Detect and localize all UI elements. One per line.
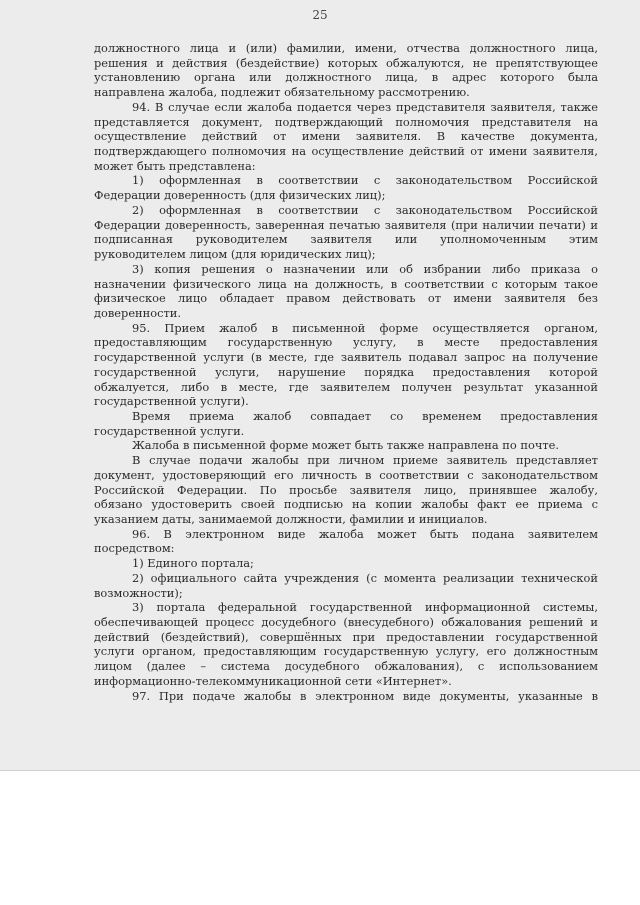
text-line: подтверждающего полномочия на осуществление действий от имени заявителя, <box>94 144 598 159</box>
text-line: физическое лицо обладает правом действовать от имени заявителя без <box>94 291 598 306</box>
text-line: государственной услуги). <box>94 394 249 409</box>
text-line: 1) оформленная в соответствии с законодательством Российской <box>132 173 598 188</box>
text-line: Федерации доверенность, заверенная печатью заявителя (при наличии печати) и <box>94 217 598 232</box>
text-line: государственной услуги (в месте, где заявитель подавал запрос на получение <box>94 350 598 365</box>
text-line: 94. В случае если жалоба подается через представителя заявителя, также <box>132 99 598 114</box>
text-line: должностного лица и (или) фамилии, имени, отчества должностного лица, <box>94 41 598 55</box>
text-line: информационно-телекоммуникационной сети «Интернет». <box>94 673 452 688</box>
text-line: осуществление действий от имени заявителя. В качестве документа, <box>94 129 598 144</box>
text-line: Время приема жалоб совпадает со временем предоставления <box>132 408 598 423</box>
text-line: В случае подачи жалобы при личном приеме заявитель представляет <box>132 453 598 468</box>
text-line: Жалоба в письменной форме может быть также направлена по почте. <box>132 438 560 453</box>
text-line: указанием даты, занимаемой должности, фамилии и инициалов. <box>94 512 488 526</box>
text-line: 3) копия решения о назначении или об избрании либо приказа о <box>132 261 598 276</box>
page-number: 25 <box>312 8 328 22</box>
text-line: обязано удостоверить своей подписью на копии жалобы факт ее приема с <box>94 497 598 512</box>
text-line: документ, удостоверяющий его личность в соответствии с законодательством <box>94 467 598 482</box>
text-line: доверенности. <box>94 305 181 320</box>
text-line: направлена жалоба, подлежит обязательному рассмотрению. <box>94 85 470 100</box>
text-line: государственной услуги, нарушение порядка предоставления которой <box>94 364 598 379</box>
text-line: посредством: <box>94 541 175 556</box>
text-line: 3) портала федеральной государственной информационной системы, <box>132 600 598 615</box>
text-line: подписанная руководителем заявителя или уполномоченным этим <box>94 232 598 247</box>
text-line: 2) официального сайта учреждения (с момента реализации технической <box>132 570 598 585</box>
text-line: услуги органом, предоставляющим государственную услугу, его должностным <box>94 644 598 659</box>
text-line: представляется документ, подтверждающий полномочия представителя на <box>94 114 598 129</box>
text-line: установлению органа или должностного лица, в адрес которого была <box>94 70 598 85</box>
text-line: 96. В электронном виде жалоба может быть подана заявителем <box>132 526 598 541</box>
text-line: государственной услуги. <box>94 423 245 438</box>
text-line: действий (бездействий), совершённых при предоставлении государственной <box>94 629 598 644</box>
text-line: 97. При подаче жалобы в электронном виде документы, указанные в <box>132 688 598 703</box>
document-body <box>94 41 598 703</box>
text-line: решения и действия (бездействие) которых обжалуются, не препятствующее <box>94 55 598 70</box>
text-line: руководителем лицом (для юридических лиц); <box>94 247 376 262</box>
text-line: обеспечивающей процесс досудебного (внесудебного) обжалования решений и <box>94 615 598 630</box>
text-line: Федерации доверенность (для физических лиц); <box>94 188 386 203</box>
text-line: Российской Федерации. По просьбе заявителя лицо, принявшее жалобу, <box>94 482 598 497</box>
text-line: обжалуется, либо в месте, где заявителем получен результат указанной <box>94 379 598 394</box>
text-line: 2) оформленная в соответствии с законодательством Российской <box>132 202 598 217</box>
text-line: 95. Прием жалоб в письменной форме осуществляется органом, <box>132 320 598 335</box>
text-line: 1) Единого портала; <box>132 556 254 571</box>
text-line: может быть представлена: <box>94 158 256 173</box>
text-line: назначении физического лица на должность, в соответствии с которым такое <box>94 276 598 291</box>
text-line: предоставляющим государственную услугу, в месте предоставления <box>94 335 598 350</box>
text-line: лицом (далее – система досудебного обжалования), с использованием <box>94 659 598 674</box>
text-line: возможности); <box>94 585 183 600</box>
